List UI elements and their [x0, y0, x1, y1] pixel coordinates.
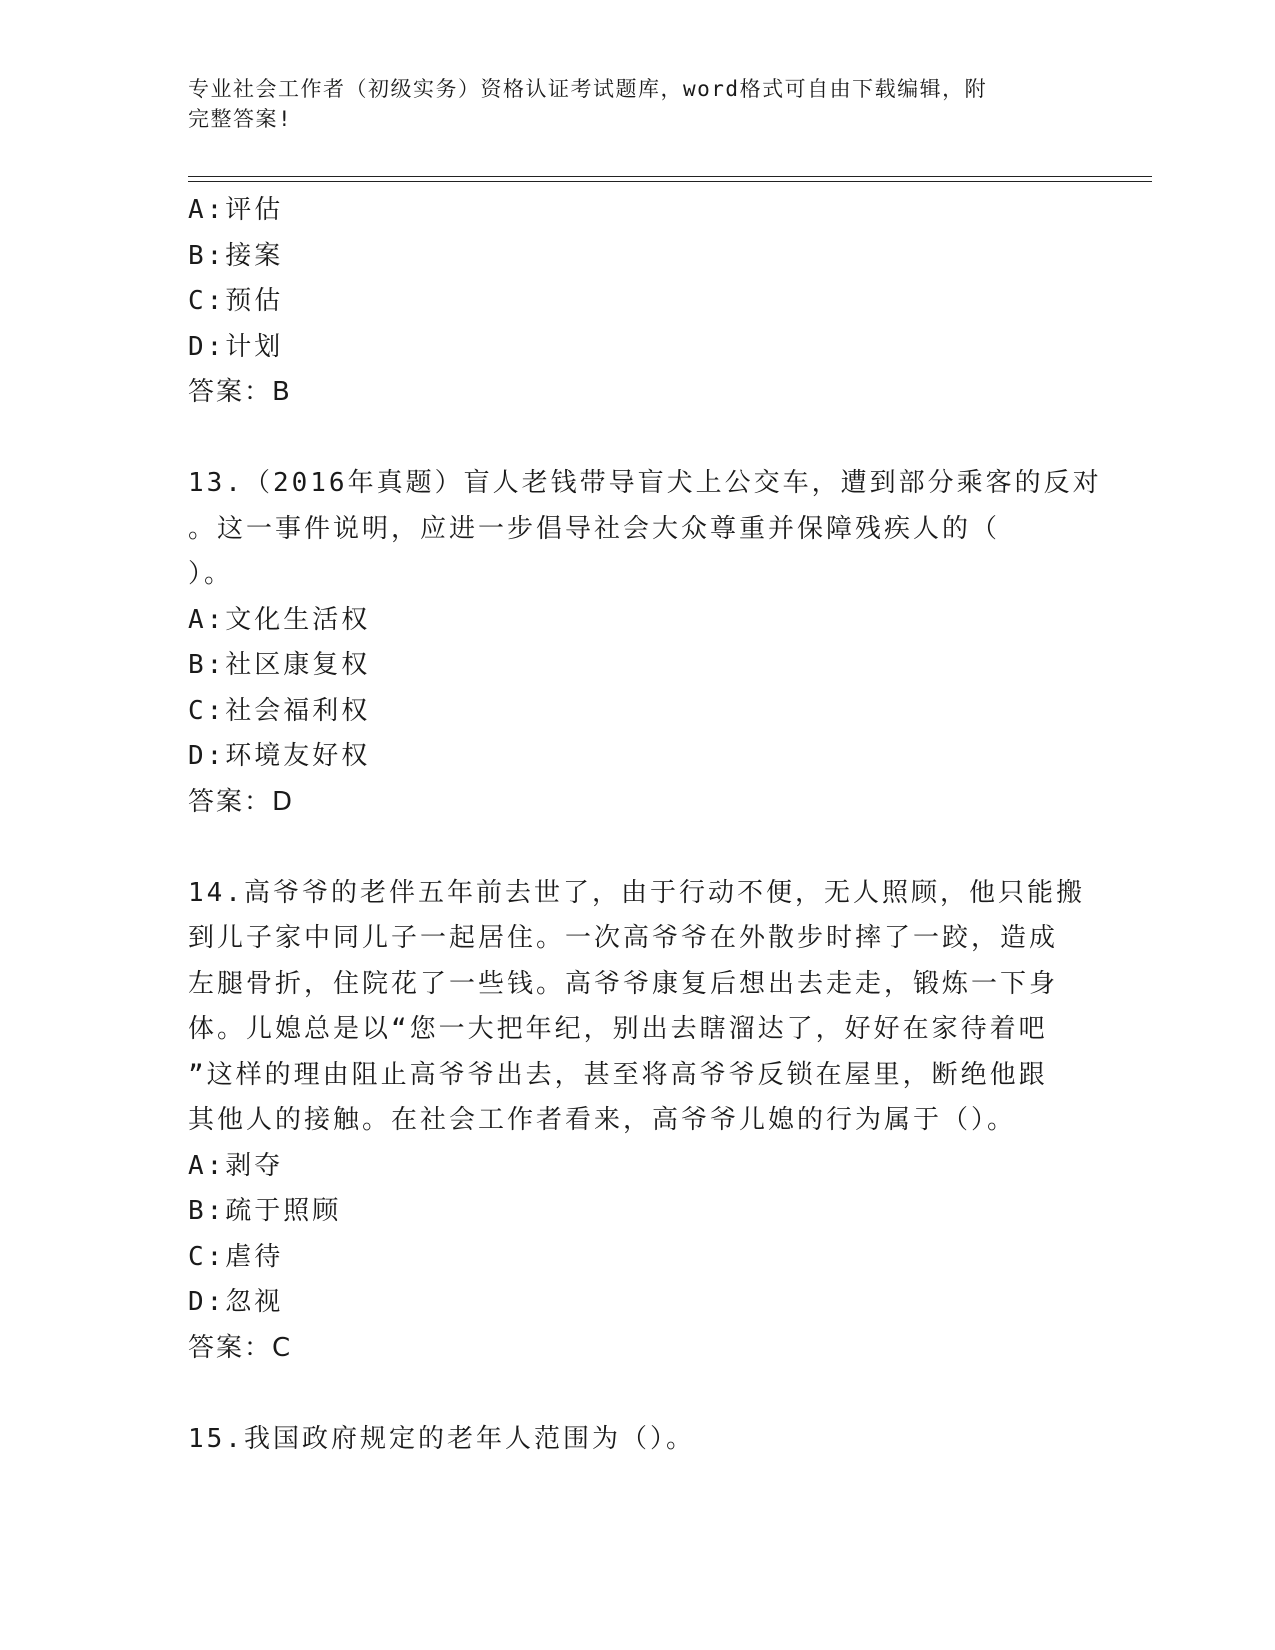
question-text-line: ）。 [188, 559, 234, 589]
header-line-1: 专业社会工作者（初级实务）资格认证考试题库，word格式可自由下载编辑，附 [188, 77, 988, 101]
question-13 [188, 461, 1102, 825]
option-a: A:评估 [188, 195, 284, 225]
option-d: D:计划 [188, 331, 284, 362]
question-list [188, 188, 1102, 1462]
question-text-line: 到儿子家中同儿子一起居住。一次高爷爷在外散步时摔了一跤，造成 [188, 923, 1059, 953]
option-b: B:社区康复权 [188, 650, 371, 680]
option-b: B:疏于照顾 [188, 1196, 342, 1226]
header-line-2: 完整答案! [188, 107, 293, 131]
document-header [188, 74, 1088, 134]
spacer [188, 825, 1088, 871]
answer-line: 答案：B [188, 377, 292, 407]
option-c: C:预估 [188, 286, 284, 316]
header-divider-bottom [188, 181, 1152, 182]
answer-line: 答案：D [188, 786, 295, 817]
spacer [188, 1371, 1088, 1417]
option-b: B:接案 [188, 240, 284, 271]
question-text-line: 。这一事件说明，应进一步倡导社会大众尊重并保障残疾人的（ [188, 513, 1001, 544]
option-a: A:剥夺 [188, 1150, 284, 1181]
option-c: C:社会福利权 [188, 695, 371, 726]
answer-line: 答案：C [188, 1332, 293, 1363]
question-text-line: 13.（2016年真题）盲人老钱带导盲犬上公交车，遭到部分乘客的反对 [188, 468, 1102, 498]
option-a: A:文化生活权 [188, 604, 371, 635]
question-12 [188, 188, 1088, 416]
question-14 [188, 871, 1088, 1372]
question-text-line: 14.高爷爷的老伴五年前去世了，由于行动不便，无人照顾，他只能搬 [188, 877, 1085, 908]
option-d: D:忽视 [188, 1287, 284, 1317]
option-d: D:环境友好权 [188, 741, 371, 771]
question-text-line: 左腿骨折，住院花了一些钱。高爷爷康复后想出去走走，锻炼一下身 [188, 968, 1059, 999]
spacer [188, 416, 1088, 462]
question-text-line: 其他人的接触。在社会工作者看来，高爷爷儿媳的行为属于（）。 [188, 1105, 1017, 1135]
option-c: C:虐待 [188, 1241, 284, 1272]
question-text-line: 15.我国政府规定的老年人范围为（）。 [188, 1423, 695, 1454]
question-text-line: 体。儿媳总是以“您一大把年纪，别出去瞎溜达了，好好在家待着吧 [188, 1014, 1048, 1044]
question-text-line: ”这样的理由阻止高爷爷出去，甚至将高爷爷反锁在屋里，断绝他跟 [188, 1059, 1048, 1090]
question-15 [188, 1417, 1088, 1463]
header-divider-top [188, 176, 1152, 177]
